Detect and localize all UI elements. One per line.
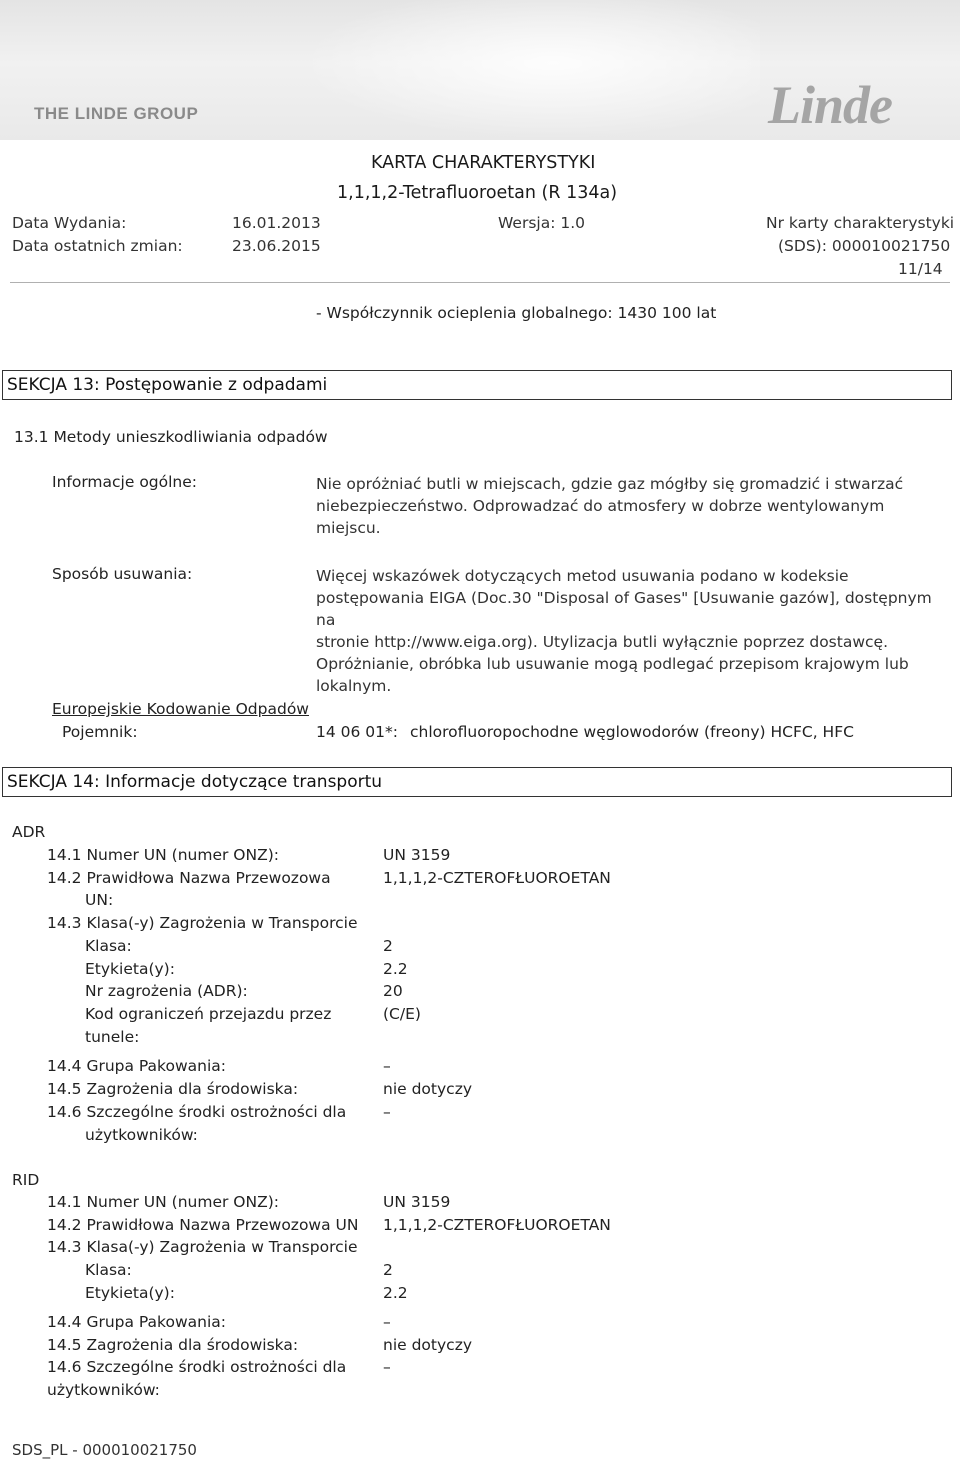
disposal-label: Sposób usuwania:: [52, 565, 193, 583]
rid-packing-group-label: 14.4 Grupa Pakowania:: [47, 1313, 226, 1331]
version: Wersja: 1.0: [498, 214, 586, 232]
rid-env-hazards-label: 14.5 Zagrożenia dla środowiska:: [47, 1336, 299, 1354]
rid-env-hazards-value: nie dotyczy: [383, 1336, 472, 1354]
adr-shipping-name: 1,1,1,2-CZTEROFŁUOROETAN: [383, 869, 611, 887]
rid-hazard-class-label: 14.3 Klasa(-y) Zagrożenia w Transporcie: [47, 1238, 358, 1256]
product-name: 1,1,1,2-Tetrafluoroetan (R 134a): [337, 183, 618, 203]
adr-un-number-label: 14.1 Numer UN (numer ONZ):: [47, 846, 279, 864]
disposal-line: stronie http://www.eiga.org). Utylizacja butli wyłącznie poprzez dostawcę.: [316, 633, 888, 651]
rid-labels-label: Etykieta(y):: [85, 1284, 175, 1302]
section-13-heading: SEKCJA 13: Postępowanie z odpadami: [2, 370, 952, 400]
adr-shipping-name-label: 14.2 Prawidłowa Nazwa Przewozowa: [47, 869, 331, 887]
adr-class-label: Klasa:: [85, 937, 132, 955]
document-title: KARTA CHARAKTERYSTYKI: [371, 153, 596, 173]
gwp-line: - Współczynnik ocieplenia globalnego: 1430 100 lat: [316, 304, 717, 322]
header-divider: [10, 282, 950, 283]
general-info-text: [316, 473, 946, 539]
issue-date: 16.01.2013: [232, 214, 321, 232]
container-code: 14 06 01*:: [316, 723, 398, 741]
rid-packing-group-value: –: [383, 1313, 391, 1331]
adr-shipping-name-label-cont: UN:: [85, 891, 114, 909]
rid-shipping-name-label: 14.2 Prawidłowa Nazwa Przewozowa UN: [47, 1216, 359, 1234]
revision-date: 23.06.2015: [232, 237, 321, 255]
disposal-line: postępowania EIGA (Doc.30 "Disposal of Gases" [Usuwanie gazów], dostępnym na: [316, 589, 932, 629]
adr-precautions-label-cont: użytkowników:: [85, 1126, 198, 1144]
adr-env-hazards-value: nie dotyczy: [383, 1080, 472, 1098]
section-14-heading: SEKCJA 14: Informacje dotyczące transportu: [2, 767, 952, 797]
adr-hazard-no-value: 20: [383, 982, 403, 1000]
linde-group-logo: THE LINDE GROUP: [34, 104, 199, 123]
general-info-line: niebezpieczeństwo. Odprowadzać do atmosfery w dobrze wentylowanym: [316, 497, 885, 515]
adr-heading: ADR: [12, 823, 46, 841]
general-info-line: Nie opróżniać butli w miejscach, gdzie gaz mógłby się gromadzić i stwarzać: [316, 475, 904, 493]
disposal-line: Opróżnianie, obróbka lub usuwanie mogą podlegać przepisom krajowym lub: [316, 655, 909, 673]
adr-tunnel-value: (C/E): [383, 1005, 421, 1023]
adr-precautions-label: 14.6 Szczególne środki ostrożności dla: [47, 1103, 347, 1121]
rid-precautions-value: –: [383, 1358, 391, 1376]
rid-precautions-label: 14.6 Szczególne środki ostrożności dla: [47, 1358, 347, 1376]
rid-un-number: UN 3159: [383, 1193, 451, 1211]
ewc-heading: Europejskie Kodowanie Odpadów: [52, 700, 309, 718]
rid-class-label: Klasa:: [85, 1261, 132, 1279]
adr-hazard-class-label: 14.3 Klasa(-y) Zagrożenia w Transporcie: [47, 914, 358, 932]
section-13-1-heading: 13.1 Metody unieszkodliwiania odpadów: [14, 428, 328, 446]
container-label: Pojemnik:: [62, 723, 138, 741]
revision-date-label: Data ostatnich zmian:: [12, 237, 183, 255]
adr-tunnel-label: Kod ograniczeń przejazdu przez: [85, 1005, 332, 1023]
linde-brand-logo: Linde: [768, 75, 892, 135]
disposal-text: [316, 565, 946, 697]
adr-hazard-no-label: Nr zagrożenia (ADR):: [85, 982, 248, 1000]
adr-class-value: 2: [383, 937, 393, 955]
header-banner: [0, 0, 960, 140]
adr-packing-group-value: –: [383, 1057, 391, 1075]
adr-env-hazards-label: 14.5 Zagrożenia dla środowiska:: [47, 1080, 299, 1098]
adr-tunnel-label-cont: tunele:: [85, 1028, 140, 1046]
disposal-line: lokalnym.: [316, 677, 392, 695]
rid-un-number-label: 14.1 Numer UN (numer ONZ):: [47, 1193, 279, 1211]
rid-labels-value: 2.2: [383, 1284, 408, 1302]
container-description: chlorofluoropochodne węglowodorów (freony) HCFC, HFC: [410, 723, 854, 741]
issue-date-label: Data Wydania:: [12, 214, 127, 232]
rid-class-value: 2: [383, 1261, 393, 1279]
rid-precautions-label-cont: użytkowników:: [47, 1381, 160, 1399]
rid-heading: RID: [12, 1171, 40, 1189]
adr-un-number: UN 3159: [383, 846, 451, 864]
banner-decoration: [300, 0, 760, 140]
adr-packing-group-label: 14.4 Grupa Pakowania:: [47, 1057, 226, 1075]
adr-labels-value: 2.2: [383, 960, 408, 978]
rid-shipping-name: 1,1,1,2-CZTEROFŁUOROETAN: [383, 1216, 611, 1234]
sds-number: (SDS): 000010021750: [778, 237, 951, 255]
disposal-line: Więcej wskazówek dotyczących metod usuwania podano w kodeksie: [316, 567, 849, 585]
general-info-line: miejscu.: [316, 519, 381, 537]
adr-labels-label: Etykieta(y):: [85, 960, 175, 978]
adr-precautions-value: –: [383, 1103, 391, 1121]
general-info-label: Informacje ogólne:: [52, 473, 198, 491]
footer-doc-code: SDS_PL - 000010021750: [12, 1441, 197, 1459]
page-number: 11/14: [898, 260, 943, 278]
sds-label: Nr karty charakterystyki: [766, 214, 955, 232]
